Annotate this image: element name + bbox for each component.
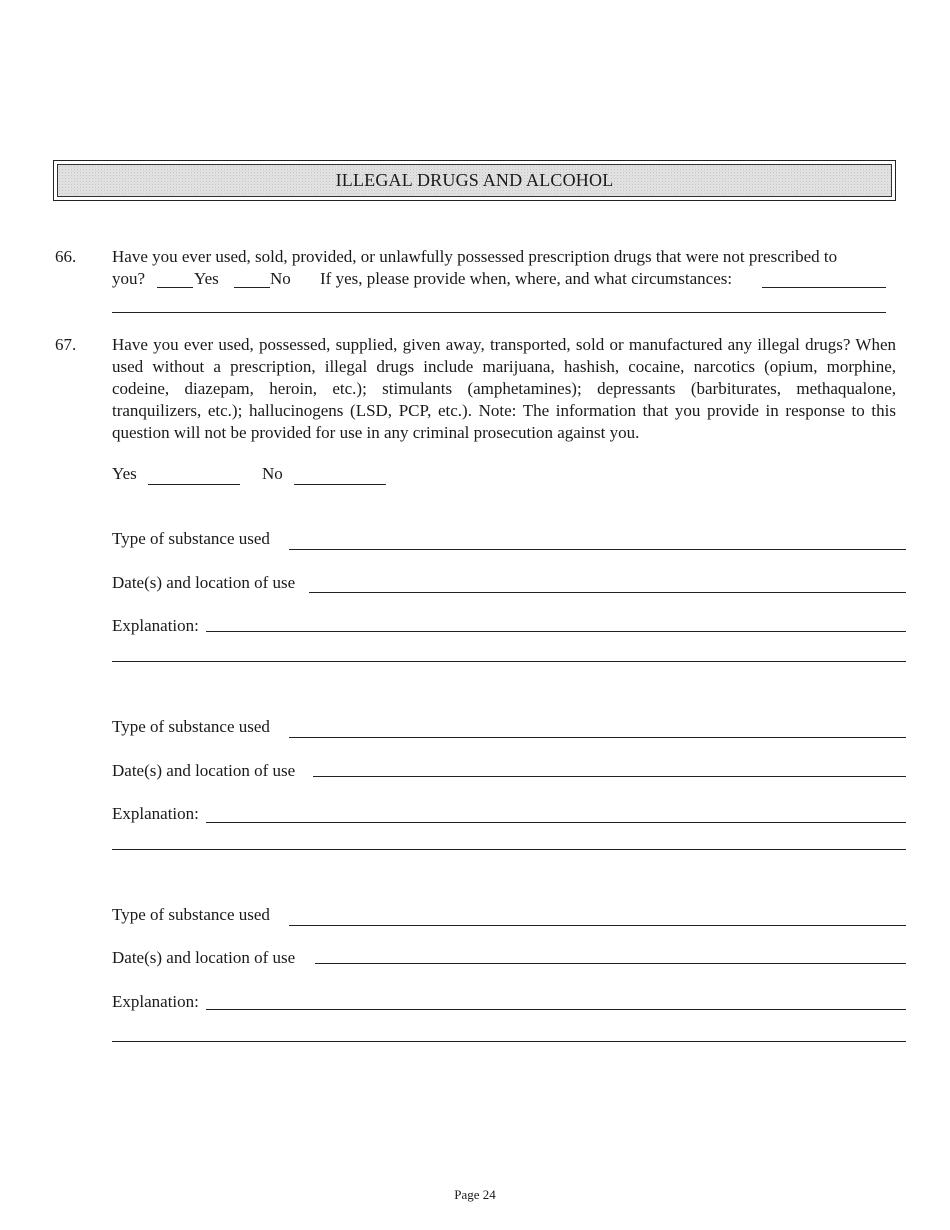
entry-3-explanation-field[interactable] (206, 1009, 906, 1010)
question-67-yes-label: Yes (112, 464, 137, 483)
question-67-no-label: No (262, 464, 283, 483)
question-66-circumstances-field[interactable] (762, 287, 886, 288)
entry-1-dates-field[interactable] (309, 592, 906, 593)
section-title: ILLEGAL DRUGS AND ALCOHOL (335, 170, 614, 190)
entry-2-explanation-field[interactable] (206, 822, 906, 823)
question-67-no-blank[interactable] (294, 484, 386, 485)
entry-1-dates-label: Date(s) and location of use (112, 573, 296, 592)
entry-1-explanation-field[interactable] (206, 631, 906, 632)
question-66-number: 66. (55, 247, 77, 266)
question-66-yes-label: Yes (194, 269, 219, 288)
entry-1-substance-field[interactable] (289, 549, 906, 550)
question-67-text: Have you ever used, possessed, supplied, given away, transported, sold or manufactured any illegal drugs? When used without a prescription, illegal drugs include marijuana, hashish, cocaine, narcotics (opium, morphine, codeine, diazepam, heroin, etc.); stimulants (amphetamines); depressants (barbiturates, methaqualone, tranquilizers, etc.); hallucinogens (LSD, PCP, etc.). Note: The information that you provide in response to this question will not be provided for use in any criminal prosecution against you. (112, 335, 896, 442)
question-66-you-label: you? (112, 269, 146, 288)
entry-3-explanation-label: Explanation: (112, 992, 199, 1011)
page-number: Page 24 (454, 1187, 496, 1202)
question-66-circumstances-line-2[interactable] (112, 312, 886, 313)
question-66-followup-prompt: If yes, please provide when, where, and what circumstances: (320, 269, 733, 288)
entry-2-explanation-label: Explanation: (112, 804, 199, 823)
entry-2-explanation-line-2[interactable] (112, 849, 906, 850)
question-67-yes-blank[interactable] (148, 484, 240, 485)
entry-2-dates-label: Date(s) and location of use (112, 761, 296, 780)
question-66-no-blank[interactable] (234, 287, 270, 288)
entry-3-substance-field[interactable] (289, 925, 906, 926)
entry-1-explanation-line-2[interactable] (112, 661, 906, 662)
entry-2-substance-label: Type of substance used (112, 717, 270, 736)
question-67-number: 67. (55, 335, 77, 354)
entry-1-substance-label: Type of substance used (112, 529, 270, 548)
entry-1-explanation-label: Explanation: (112, 616, 199, 635)
question-66-text: Have you ever used, sold, provided, or unlawfully possessed prescription drugs that were not prescribed to (112, 247, 838, 266)
entry-3-substance-label: Type of substance used (112, 905, 270, 924)
entry-2-dates-field[interactable] (313, 776, 906, 777)
section-header (53, 160, 896, 201)
entry-3-explanation-line-2[interactable] (112, 1041, 906, 1042)
question-66-yes-blank[interactable] (157, 287, 193, 288)
question-66-no-label: No (270, 269, 291, 288)
entry-2-substance-field[interactable] (289, 737, 906, 738)
entry-3-dates-label: Date(s) and location of use (112, 948, 296, 967)
entry-3-dates-field[interactable] (315, 963, 906, 964)
